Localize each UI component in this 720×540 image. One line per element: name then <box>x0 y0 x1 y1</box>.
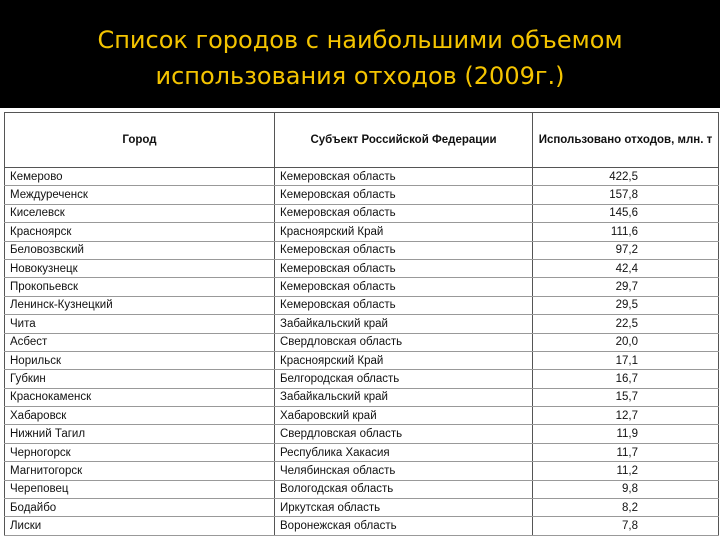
waste-value-cell: 22,5 <box>533 315 719 333</box>
city-cell: Чита <box>5 315 275 333</box>
city-cell: Нижний Тагил <box>5 425 275 443</box>
city-cell: Асбест <box>5 333 275 351</box>
table-row <box>5 499 719 517</box>
header-region: Субъект Российской Федерации <box>275 113 533 168</box>
waste-value-cell: 8,2 <box>533 499 719 517</box>
waste-value-cell: 17,1 <box>533 351 719 369</box>
city-cell: Новокузнецк <box>5 259 275 277</box>
header-city: Город <box>5 113 275 168</box>
city-cell: Черногорск <box>5 443 275 461</box>
region-cell: Красноярский Край <box>275 351 533 369</box>
city-cell: Хабаровск <box>5 407 275 425</box>
region-cell: Иркутская область <box>275 499 533 517</box>
table-row <box>5 223 719 241</box>
region-cell: Кемеровская область <box>275 186 533 204</box>
region-cell: Воронежская область <box>275 517 533 535</box>
region-cell: Свердловская область <box>275 425 533 443</box>
region-cell: Кемеровская область <box>275 296 533 314</box>
table-row <box>5 425 719 443</box>
table-row <box>5 407 719 425</box>
table-row <box>5 370 719 388</box>
city-cell: Лиски <box>5 517 275 535</box>
city-cell: Губкин <box>5 370 275 388</box>
slide-title-line-1: Список городов с наибольшими объемом <box>97 26 623 54</box>
region-cell: Забайкальский край <box>275 388 533 406</box>
waste-value-cell: 42,4 <box>533 259 719 277</box>
table-row <box>5 388 719 406</box>
table-row <box>5 241 719 259</box>
city-cell: Прокопьевск <box>5 278 275 296</box>
header-waste-used: Использовано отходов, млн. т <box>533 113 719 168</box>
table-row <box>5 296 719 314</box>
waste-value-cell: 111,6 <box>533 223 719 241</box>
region-cell: Челябинская область <box>275 462 533 480</box>
region-cell: Кемеровская область <box>275 259 533 277</box>
waste-value-cell: 29,7 <box>533 278 719 296</box>
slide-title-line-2: использования отходов (2009г.) <box>155 62 565 90</box>
waste-value-cell: 16,7 <box>533 370 719 388</box>
slide-title <box>0 0 720 108</box>
region-cell: Кемеровская область <box>275 204 533 222</box>
waste-value-cell: 11,2 <box>533 462 719 480</box>
table-row <box>5 462 719 480</box>
table-row <box>5 333 719 351</box>
table-row <box>5 443 719 461</box>
waste-value-cell: 97,2 <box>533 241 719 259</box>
city-cell: Магнитогорск <box>5 462 275 480</box>
region-cell: Белгородская область <box>275 370 533 388</box>
region-cell: Кемеровская область <box>275 168 533 186</box>
waste-value-cell: 11,7 <box>533 443 719 461</box>
city-cell: Череповец <box>5 480 275 498</box>
waste-value-cell: 422,5 <box>533 168 719 186</box>
city-cell: Кемерово <box>5 168 275 186</box>
table-row <box>5 186 719 204</box>
waste-value-cell: 9,8 <box>533 480 719 498</box>
waste-value-cell: 29,5 <box>533 296 719 314</box>
waste-value-cell: 20,0 <box>533 333 719 351</box>
waste-value-cell: 11,9 <box>533 425 719 443</box>
table-row <box>5 517 719 535</box>
cities-table <box>4 112 719 536</box>
region-cell: Кемеровская область <box>275 278 533 296</box>
city-cell: Беловозвский <box>5 241 275 259</box>
table-row <box>5 351 719 369</box>
waste-value-cell: 157,8 <box>533 186 719 204</box>
region-cell: Республика Хакасия <box>275 443 533 461</box>
region-cell: Забайкальский край <box>275 315 533 333</box>
region-cell: Вологодская область <box>275 480 533 498</box>
table-row <box>5 204 719 222</box>
table-sheet <box>0 108 720 540</box>
city-cell: Бодайбо <box>5 499 275 517</box>
region-cell: Свердловская область <box>275 333 533 351</box>
waste-value-cell: 12,7 <box>533 407 719 425</box>
waste-value-cell: 145,6 <box>533 204 719 222</box>
region-cell: Красноярский Край <box>275 223 533 241</box>
region-cell: Кемеровская область <box>275 241 533 259</box>
table-header-row <box>5 113 719 168</box>
table-row <box>5 278 719 296</box>
city-cell: Краснокаменск <box>5 388 275 406</box>
waste-value-cell: 7,8 <box>533 517 719 535</box>
region-cell: Хабаровский край <box>275 407 533 425</box>
table-row <box>5 168 719 186</box>
table-row <box>5 480 719 498</box>
table-row <box>5 315 719 333</box>
city-cell: Норильск <box>5 351 275 369</box>
city-cell: Междуреченск <box>5 186 275 204</box>
table-body <box>5 168 719 536</box>
city-cell: Киселевск <box>5 204 275 222</box>
city-cell: Красноярск <box>5 223 275 241</box>
table-row <box>5 259 719 277</box>
waste-value-cell: 15,7 <box>533 388 719 406</box>
city-cell: Ленинск-Кузнецкий <box>5 296 275 314</box>
